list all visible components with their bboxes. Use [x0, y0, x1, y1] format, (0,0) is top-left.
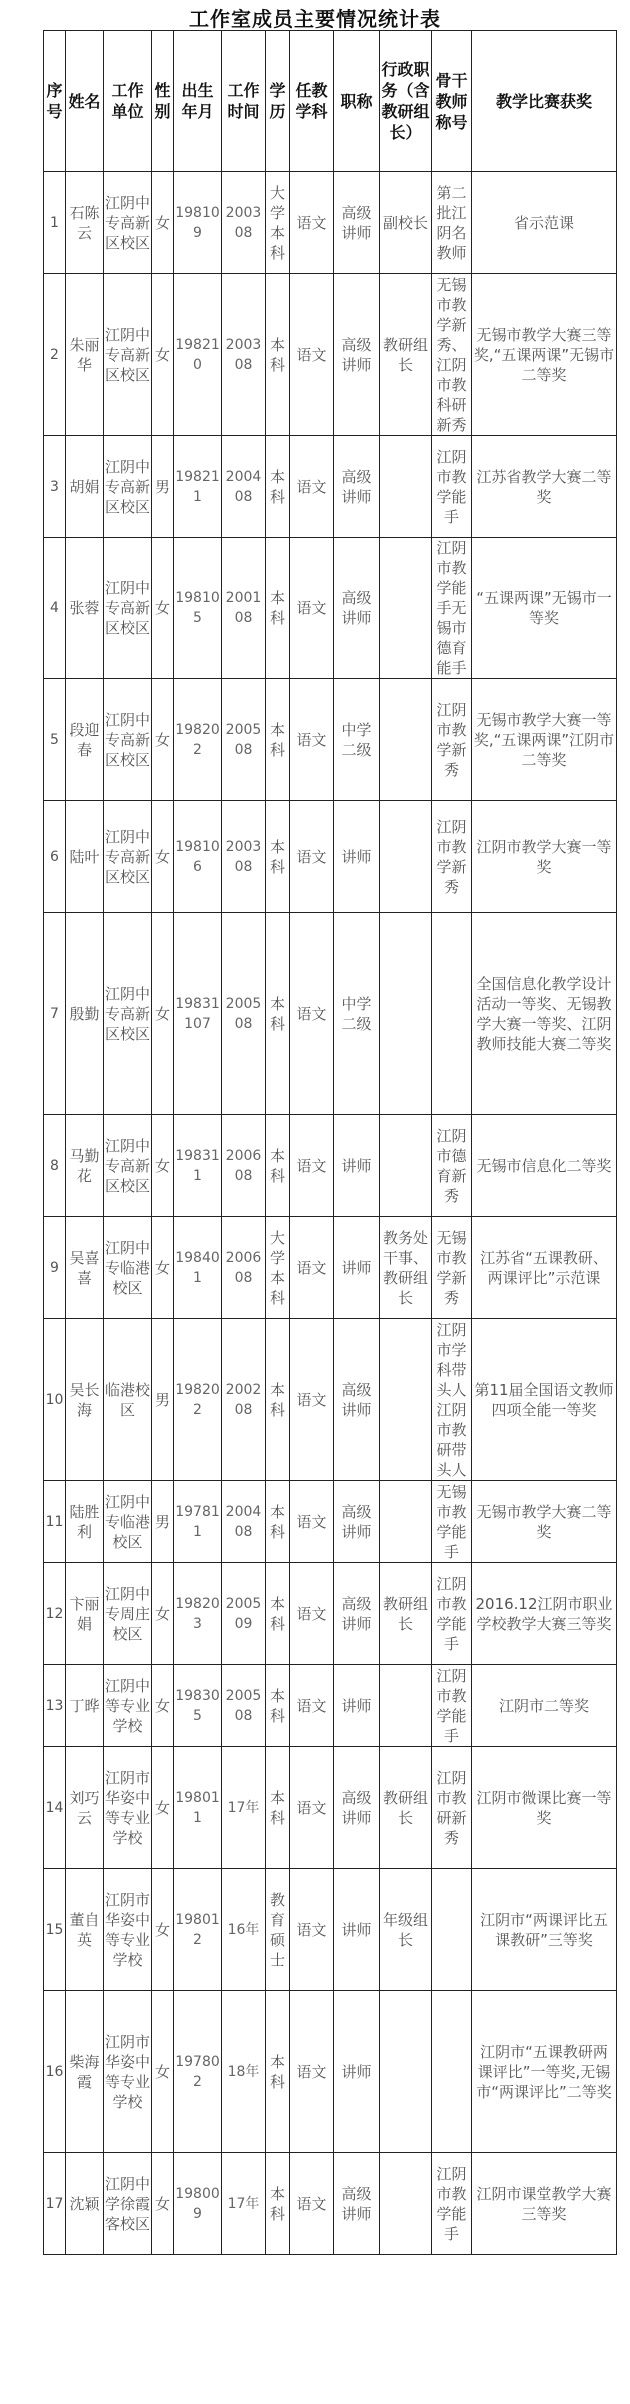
table-row	[44, 679, 617, 801]
table-row	[44, 801, 617, 913]
birth-cell: 198401	[174, 1217, 222, 1319]
edu-cell: 本科	[266, 1481, 290, 1563]
subject-cell: 语文	[290, 1481, 334, 1563]
col-birth-header: 出生年月	[174, 31, 222, 172]
edu-cell: 本科	[266, 274, 290, 436]
birth-cell: 198009	[174, 2153, 222, 2255]
admin-cell: 教研组长	[380, 1747, 432, 1869]
birth-cell: 19831107	[174, 913, 222, 1115]
honor-cell: 江阴市学科带头人江阴市教研带头人	[432, 1319, 472, 1481]
admin-cell: 教务处干事、教研组长	[380, 1217, 432, 1319]
subject-cell: 语文	[290, 538, 334, 679]
honor-cell: 江阴市德育新秀	[432, 1115, 472, 1217]
table-row	[44, 1563, 617, 1665]
admin-cell	[380, 1665, 432, 1747]
unit-cell: 江阴中专临港校区	[104, 1481, 152, 1563]
table-row	[44, 1747, 617, 1869]
no-cell: 1	[44, 172, 66, 274]
birth-cell: 198305	[174, 1665, 222, 1747]
admin-cell: 年级组长	[380, 1869, 432, 1991]
gender-cell: 女	[152, 538, 174, 679]
title-cell: 讲师	[334, 1869, 380, 1991]
gender-cell: 女	[152, 2153, 174, 2255]
birth-cell: 198210	[174, 274, 222, 436]
col-name-header: 姓名	[66, 31, 104, 172]
subject-cell: 语文	[290, 1563, 334, 1665]
name-cell: 陆叶	[66, 801, 104, 913]
unit-cell: 临港校区	[104, 1319, 152, 1481]
work-cell: 200508	[222, 1665, 266, 1747]
table-row	[44, 913, 617, 1115]
admin-cell	[380, 1991, 432, 2153]
award-cell: 全国信息化教学设计活动一等奖、无锡教学大赛一等奖、江阴教师技能大赛二等奖	[472, 913, 617, 1115]
birth-cell: 197811	[174, 1481, 222, 1563]
work-cell: 200608	[222, 1217, 266, 1319]
subject-cell: 语文	[290, 274, 334, 436]
unit-cell: 江阴市华姿中等专业学校	[104, 1869, 152, 1991]
work-cell: 18年	[222, 1991, 266, 2153]
title-cell: 讲师	[334, 1115, 380, 1217]
unit-cell: 江阴市华姿中等专业学校	[104, 1991, 152, 2153]
award-cell: 江阴市“五课教研两课评比”一等奖,无锡市“两课评比”二等奖	[472, 1991, 617, 2153]
admin-cell: 副校长	[380, 172, 432, 274]
edu-cell: 本科	[266, 1991, 290, 2153]
col-work-header: 工作时间	[222, 31, 266, 172]
title-cell: 高级讲师	[334, 1563, 380, 1665]
no-cell: 5	[44, 679, 66, 801]
award-cell: 2016.12江阴市职业学校教学大赛三等奖	[472, 1563, 617, 1665]
subject-cell: 语文	[290, 1319, 334, 1481]
unit-cell: 江阴中专高新区校区	[104, 538, 152, 679]
honor-cell: 无锡市教学新秀、江阴市教科研新秀	[432, 274, 472, 436]
no-cell: 16	[44, 1991, 66, 2153]
gender-cell: 女	[152, 1115, 174, 1217]
edu-cell: 本科	[266, 1563, 290, 1665]
subject-cell: 语文	[290, 2153, 334, 2255]
birth-cell: 198202	[174, 1319, 222, 1481]
birth-cell: 198211	[174, 436, 222, 538]
title-cell: 讲师	[334, 801, 380, 913]
title-cell: 高级讲师	[334, 538, 380, 679]
subject-cell: 语文	[290, 913, 334, 1115]
table-row	[44, 1869, 617, 1991]
admin-cell	[380, 913, 432, 1115]
subject-cell: 语文	[290, 172, 334, 274]
subject-cell: 语文	[290, 1869, 334, 1991]
award-cell: 无锡市教学大赛一等奖,“五课两课”江阴市二等奖	[472, 679, 617, 801]
gender-cell: 女	[152, 172, 174, 274]
gender-cell: 女	[152, 1665, 174, 1747]
table-row	[44, 1665, 617, 1747]
birth-cell: 198106	[174, 801, 222, 913]
work-cell: 200308	[222, 172, 266, 274]
col-edu-header: 学历	[266, 31, 290, 172]
name-cell: 胡娟	[66, 436, 104, 538]
edu-cell: 本科	[266, 1747, 290, 1869]
name-cell: 董自英	[66, 1869, 104, 1991]
admin-cell	[380, 2153, 432, 2255]
gender-cell: 男	[152, 1319, 174, 1481]
admin-cell: 教研组长	[380, 274, 432, 436]
unit-cell: 江阴中专高新区校区	[104, 172, 152, 274]
edu-cell: 本科	[266, 1115, 290, 1217]
honor-cell	[432, 913, 472, 1115]
title-cell: 高级讲师	[334, 2153, 380, 2255]
work-cell: 200408	[222, 1481, 266, 1563]
col-unit-header: 工作单位	[104, 31, 152, 172]
col-subject-header: 任教学科	[290, 31, 334, 172]
birth-cell: 198012	[174, 1869, 222, 1991]
honor-cell: 无锡市教学新秀	[432, 1217, 472, 1319]
title-cell: 中学二级	[334, 913, 380, 1115]
award-cell: “五课两课”无锡市一等奖	[472, 538, 617, 679]
name-cell: 柴海霞	[66, 1991, 104, 2153]
title-cell: 高级讲师	[334, 1319, 380, 1481]
no-cell: 8	[44, 1115, 66, 1217]
edu-cell: 本科	[266, 913, 290, 1115]
unit-cell: 江阴中专周庄校区	[104, 1563, 152, 1665]
award-cell: 江阴市二等奖	[472, 1665, 617, 1747]
name-cell: 段迎春	[66, 679, 104, 801]
admin-cell	[380, 1319, 432, 1481]
name-cell: 朱丽华	[66, 274, 104, 436]
work-cell: 200308	[222, 274, 266, 436]
work-cell: 17年	[222, 2153, 266, 2255]
honor-cell: 第二批江阴名教师	[432, 172, 472, 274]
unit-cell: 江阴中等专业学校	[104, 1665, 152, 1747]
gender-cell: 男	[152, 436, 174, 538]
award-cell: 江阴市教学大赛一等奖	[472, 801, 617, 913]
birth-cell: 198105	[174, 538, 222, 679]
no-cell: 14	[44, 1747, 66, 1869]
edu-cell: 本科	[266, 801, 290, 913]
edu-cell: 本科	[266, 2153, 290, 2255]
unit-cell: 江阴中专临港校区	[104, 1217, 152, 1319]
admin-cell: 教研组长	[380, 1563, 432, 1665]
honor-cell	[432, 1869, 472, 1991]
honor-cell	[432, 1991, 472, 2153]
title-cell: 高级讲师	[334, 1747, 380, 1869]
subject-cell: 语文	[290, 1665, 334, 1747]
subject-cell: 语文	[290, 679, 334, 801]
title-cell: 高级讲师	[334, 1481, 380, 1563]
edu-cell: 本科	[266, 1665, 290, 1747]
no-cell: 15	[44, 1869, 66, 1991]
birth-cell: 198011	[174, 1747, 222, 1869]
table-title: 工作室成员主要情况统计表	[189, 7, 441, 31]
work-cell: 200608	[222, 1115, 266, 1217]
award-cell: 无锡市教学大赛二等奖	[472, 1481, 617, 1563]
table-row	[44, 436, 617, 538]
col-title-header: 职称	[334, 31, 380, 172]
honor-cell: 江阴市教学能手	[432, 436, 472, 538]
edu-cell: 本科	[266, 1319, 290, 1481]
name-cell: 吴喜喜	[66, 1217, 104, 1319]
birth-cell: 198311	[174, 1115, 222, 1217]
unit-cell: 江阴中专高新区校区	[104, 913, 152, 1115]
admin-cell	[380, 1481, 432, 1563]
admin-cell	[380, 679, 432, 801]
unit-cell: 江阴中专高新区校区	[104, 1115, 152, 1217]
name-cell: 石陈云	[66, 172, 104, 274]
subject-cell: 语文	[290, 436, 334, 538]
title-cell: 高级讲师	[334, 172, 380, 274]
table-row	[44, 1217, 617, 1319]
title-cell: 中学二级	[334, 679, 380, 801]
title-cell: 高级讲师	[334, 274, 380, 436]
unit-cell: 江阴中专高新区校区	[104, 274, 152, 436]
honor-cell: 江阴市教学新秀	[432, 801, 472, 913]
subject-cell: 语文	[290, 1217, 334, 1319]
gender-cell: 女	[152, 1563, 174, 1665]
award-cell: 省示范课	[472, 172, 617, 274]
unit-cell: 江阴中专高新区校区	[104, 679, 152, 801]
award-cell: 江阴市微课比赛一等奖	[472, 1747, 617, 1869]
no-cell: 10	[44, 1319, 66, 1481]
work-cell: 200108	[222, 538, 266, 679]
edu-cell: 大学本科	[266, 172, 290, 274]
no-cell: 3	[44, 436, 66, 538]
edu-cell: 教育硕士	[266, 1869, 290, 1991]
no-cell: 6	[44, 801, 66, 913]
work-cell: 200308	[222, 801, 266, 913]
honor-cell: 江阴市教学新秀	[432, 679, 472, 801]
subject-cell: 语文	[290, 1115, 334, 1217]
table-row	[44, 274, 617, 436]
table-row	[44, 1481, 617, 1563]
gender-cell: 男	[152, 1481, 174, 1563]
table-row	[44, 1991, 617, 2153]
edu-cell: 本科	[266, 436, 290, 538]
name-cell: 沈颖	[66, 2153, 104, 2255]
gender-cell: 女	[152, 1747, 174, 1869]
admin-cell	[380, 1115, 432, 1217]
birth-cell: 197802	[174, 1991, 222, 2153]
edu-cell: 本科	[266, 538, 290, 679]
honor-cell: 江阴市教研新秀	[432, 1747, 472, 1869]
gender-cell: 女	[152, 679, 174, 801]
unit-cell: 江阴中专高新区校区	[104, 436, 152, 538]
no-cell: 9	[44, 1217, 66, 1319]
honor-cell: 江阴市教学能手	[432, 1665, 472, 1747]
name-cell: 马勤花	[66, 1115, 104, 1217]
subject-cell: 语文	[290, 801, 334, 913]
honor-cell: 江阴市教学能手	[432, 2153, 472, 2255]
name-cell: 刘巧云	[66, 1747, 104, 1869]
title-cell: 讲师	[334, 1991, 380, 2153]
subject-cell: 语文	[290, 1747, 334, 1869]
honor-cell: 江阴市教学能手无锡市德育能手	[432, 538, 472, 679]
table-row	[44, 538, 617, 679]
table-row	[44, 172, 617, 274]
gender-cell: 女	[152, 913, 174, 1115]
unit-cell: 江阴中专高新区校区	[104, 801, 152, 913]
no-cell: 13	[44, 1665, 66, 1747]
name-cell: 陆胜利	[66, 1481, 104, 1563]
edu-cell: 本科	[266, 679, 290, 801]
birth-cell: 198203	[174, 1563, 222, 1665]
work-cell: 17年	[222, 1747, 266, 1869]
work-cell: 200508	[222, 913, 266, 1115]
title-cell: 高级讲师	[334, 436, 380, 538]
gender-cell: 女	[152, 1869, 174, 1991]
name-cell: 卞丽娟	[66, 1563, 104, 1665]
title-cell: 讲师	[334, 1217, 380, 1319]
name-cell: 殷勤	[66, 913, 104, 1115]
award-cell: 江阴市“两课评比五课教研”三等奖	[472, 1869, 617, 1991]
staff-table	[43, 30, 617, 2255]
gender-cell: 女	[152, 1991, 174, 2153]
award-cell: 无锡市信息化二等奖	[472, 1115, 617, 1217]
edu-cell: 大学本科	[266, 1217, 290, 1319]
birth-cell: 198202	[174, 679, 222, 801]
col-honor-header: 骨干教师称号	[432, 31, 472, 172]
award-cell: 江苏省“五课教研、两课评比”示范课	[472, 1217, 617, 1319]
birth-cell: 198109	[174, 172, 222, 274]
award-cell: 无锡市教学大赛三等奖,“五课两课”无锡市二等奖	[472, 274, 617, 436]
no-cell: 2	[44, 274, 66, 436]
work-cell: 200408	[222, 436, 266, 538]
table-row	[44, 2153, 617, 2255]
name-cell: 吴长海	[66, 1319, 104, 1481]
subject-cell: 语文	[290, 1991, 334, 2153]
gender-cell: 女	[152, 801, 174, 913]
table-row	[44, 1319, 617, 1481]
unit-cell: 江阴中学徐霞客校区	[104, 2153, 152, 2255]
col-admin-header: 行政职务（含教研组长）	[380, 31, 432, 172]
col-gender-header: 性别	[152, 31, 174, 172]
award-cell: 江苏省教学大赛二等奖	[472, 436, 617, 538]
honor-cell: 江阴市教学能手	[432, 1563, 472, 1665]
col-no-header: 序号	[44, 31, 66, 172]
admin-cell	[380, 801, 432, 913]
work-cell: 16年	[222, 1869, 266, 1991]
gender-cell: 女	[152, 274, 174, 436]
work-cell: 200508	[222, 679, 266, 801]
admin-cell	[380, 538, 432, 679]
admin-cell	[380, 436, 432, 538]
unit-cell: 江阴市华姿中等专业学校	[104, 1747, 152, 1869]
name-cell: 张蓉	[66, 538, 104, 679]
award-cell: 第11届全国语文教师四项全能一等奖	[472, 1319, 617, 1481]
header-row	[44, 31, 617, 172]
honor-cell: 无锡市教学能手	[432, 1481, 472, 1563]
no-cell: 7	[44, 913, 66, 1115]
work-cell: 200509	[222, 1563, 266, 1665]
table-body	[44, 172, 617, 2255]
col-award-header: 教学比赛获奖	[472, 31, 617, 172]
work-cell: 200208	[222, 1319, 266, 1481]
award-cell: 江阴市课堂教学大赛三等奖	[472, 2153, 617, 2255]
no-cell: 12	[44, 1563, 66, 1665]
no-cell: 17	[44, 2153, 66, 2255]
name-cell: 丁晔	[66, 1665, 104, 1747]
table-row	[44, 1115, 617, 1217]
no-cell: 11	[44, 1481, 66, 1563]
no-cell: 4	[44, 538, 66, 679]
gender-cell: 女	[152, 1217, 174, 1319]
title-cell: 讲师	[334, 1665, 380, 1747]
